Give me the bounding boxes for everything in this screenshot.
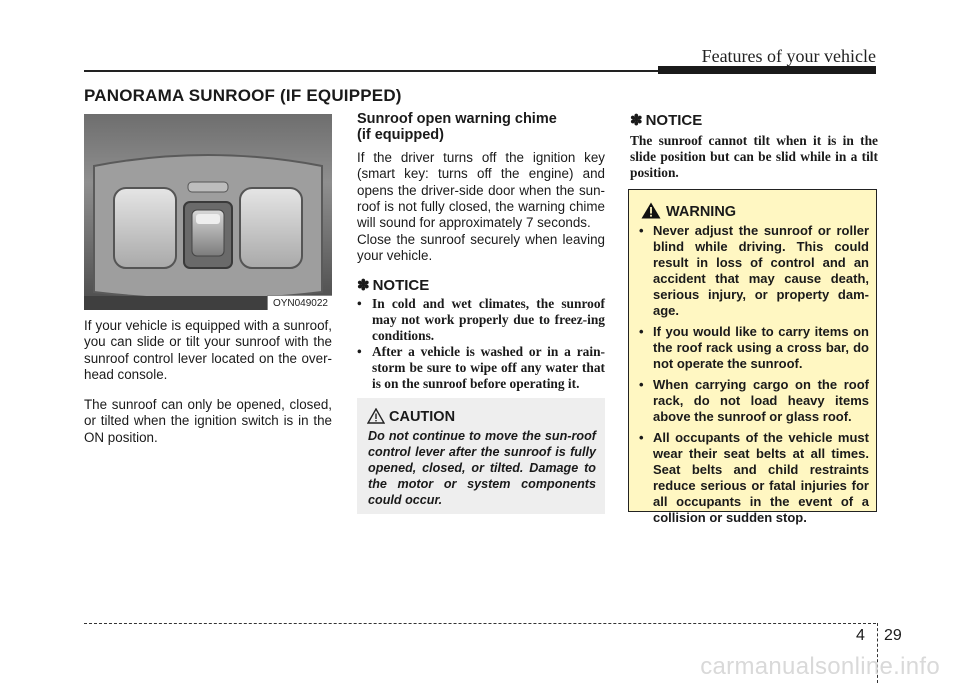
notice-star-icon: ✽ — [630, 112, 643, 129]
bullet-icon: • — [639, 223, 644, 238]
bullet-icon: • — [639, 324, 644, 339]
bullet-icon: • — [639, 377, 644, 392]
footer-rule — [84, 623, 876, 624]
overhead-console-photo — [84, 114, 332, 310]
caution-label: CAUTION — [389, 409, 456, 425]
list-item — [357, 344, 605, 392]
notice-heading — [357, 276, 429, 294]
chime-heading — [357, 111, 605, 143]
list-item-text: When carrying cargo on the roof rack, do not load heavy items above the sunroof or glass roof. — [653, 377, 869, 424]
header-rule-block — [658, 66, 876, 74]
intro-paragraph: If your vehicle is equipped with a sunroof, you can slide or tilt your sunroof with the sunroof control lever located on the over-head console. — [84, 318, 332, 382]
bullet-icon: • — [639, 430, 644, 445]
page-number: 29 — [884, 627, 902, 644]
tilt-notice-text: The sunroof cannot tilt when it is in the slide position but can be slid while in a tilt position. — [630, 133, 878, 180]
overhead-console-illustration — [84, 114, 332, 310]
notice-list — [357, 296, 605, 392]
caution-text: Do not continue to move the sun-roof control lever after the sunroof is fully opened, closed, or tilted. Damage to the motor or system components could occur. — [368, 429, 596, 507]
watermark: carmanualsonline.info — [700, 653, 940, 680]
list-item — [639, 223, 869, 319]
bullet-icon: • — [357, 344, 362, 359]
warning-triangle-icon — [641, 202, 661, 219]
list-item — [639, 324, 869, 372]
list-item-text: All occupants of the vehicle must wear their seat belts at all times. Seat belts and child restraints reduce serious or fatal injuries for all occupants in the event of a collision or sudden stop. — [653, 430, 869, 525]
chime-paragraph: If the driver turns off the ignition key (smart key: turns off the engine) and opens the driver-side door when the sun-roof is not fully closed, the warning chime will sound for approximately 7 seconds. — [357, 150, 605, 231]
caution-triangle-icon — [367, 408, 385, 424]
warning-list — [639, 223, 869, 531]
chapter-number: 4 — [856, 627, 865, 644]
warning-heading — [641, 202, 736, 220]
notice-star-icon: ✽ — [357, 277, 370, 294]
warning-box — [628, 189, 877, 525]
page-title: PANORAMA SUNROOF (IF EQUIPPED) — [84, 86, 402, 105]
chime-heading-line1: Sunroof open warning chime — [357, 111, 557, 127]
chime-heading-line2: (if equipped) — [357, 127, 444, 143]
caution-box — [357, 398, 605, 514]
operation-paragraph: The sunroof can only be opened, closed, or tilted when the ignition switch is in the ON position. — [84, 397, 332, 445]
notice-heading — [630, 111, 702, 129]
list-item — [357, 296, 605, 344]
notice-heading-label: NOTICE — [645, 112, 703, 129]
list-item-text: After a vehicle is washed or in a rain-storm be sure to wipe off any water that is on the sunroof before operating it. — [372, 344, 605, 391]
list-item-text: Never adjust the sunroof or roller blind while driving. This could result in loss of control and an accident that may cause death, serious injury, or property dam-age. — [653, 223, 869, 318]
close-sunroof-paragraph: Close the sunroof securely when leaving your vehicle. — [357, 232, 605, 264]
list-item — [639, 430, 869, 526]
running-header: Features of your vehicle — [701, 46, 876, 66]
list-item — [639, 377, 869, 425]
warning-label: WARNING — [666, 204, 737, 220]
figure-caption: OYN049022 — [267, 295, 332, 310]
caution-heading — [367, 408, 455, 425]
notice-heading-label: NOTICE — [372, 277, 430, 294]
bullet-icon: • — [357, 296, 362, 311]
list-item-text: In cold and wet climates, the sunroof may not work properly due to freez-ing conditions. — [372, 296, 605, 343]
list-item-text: If you would like to carry items on the roof rack using a cross bar, do not operate the sunroof. — [653, 324, 869, 371]
